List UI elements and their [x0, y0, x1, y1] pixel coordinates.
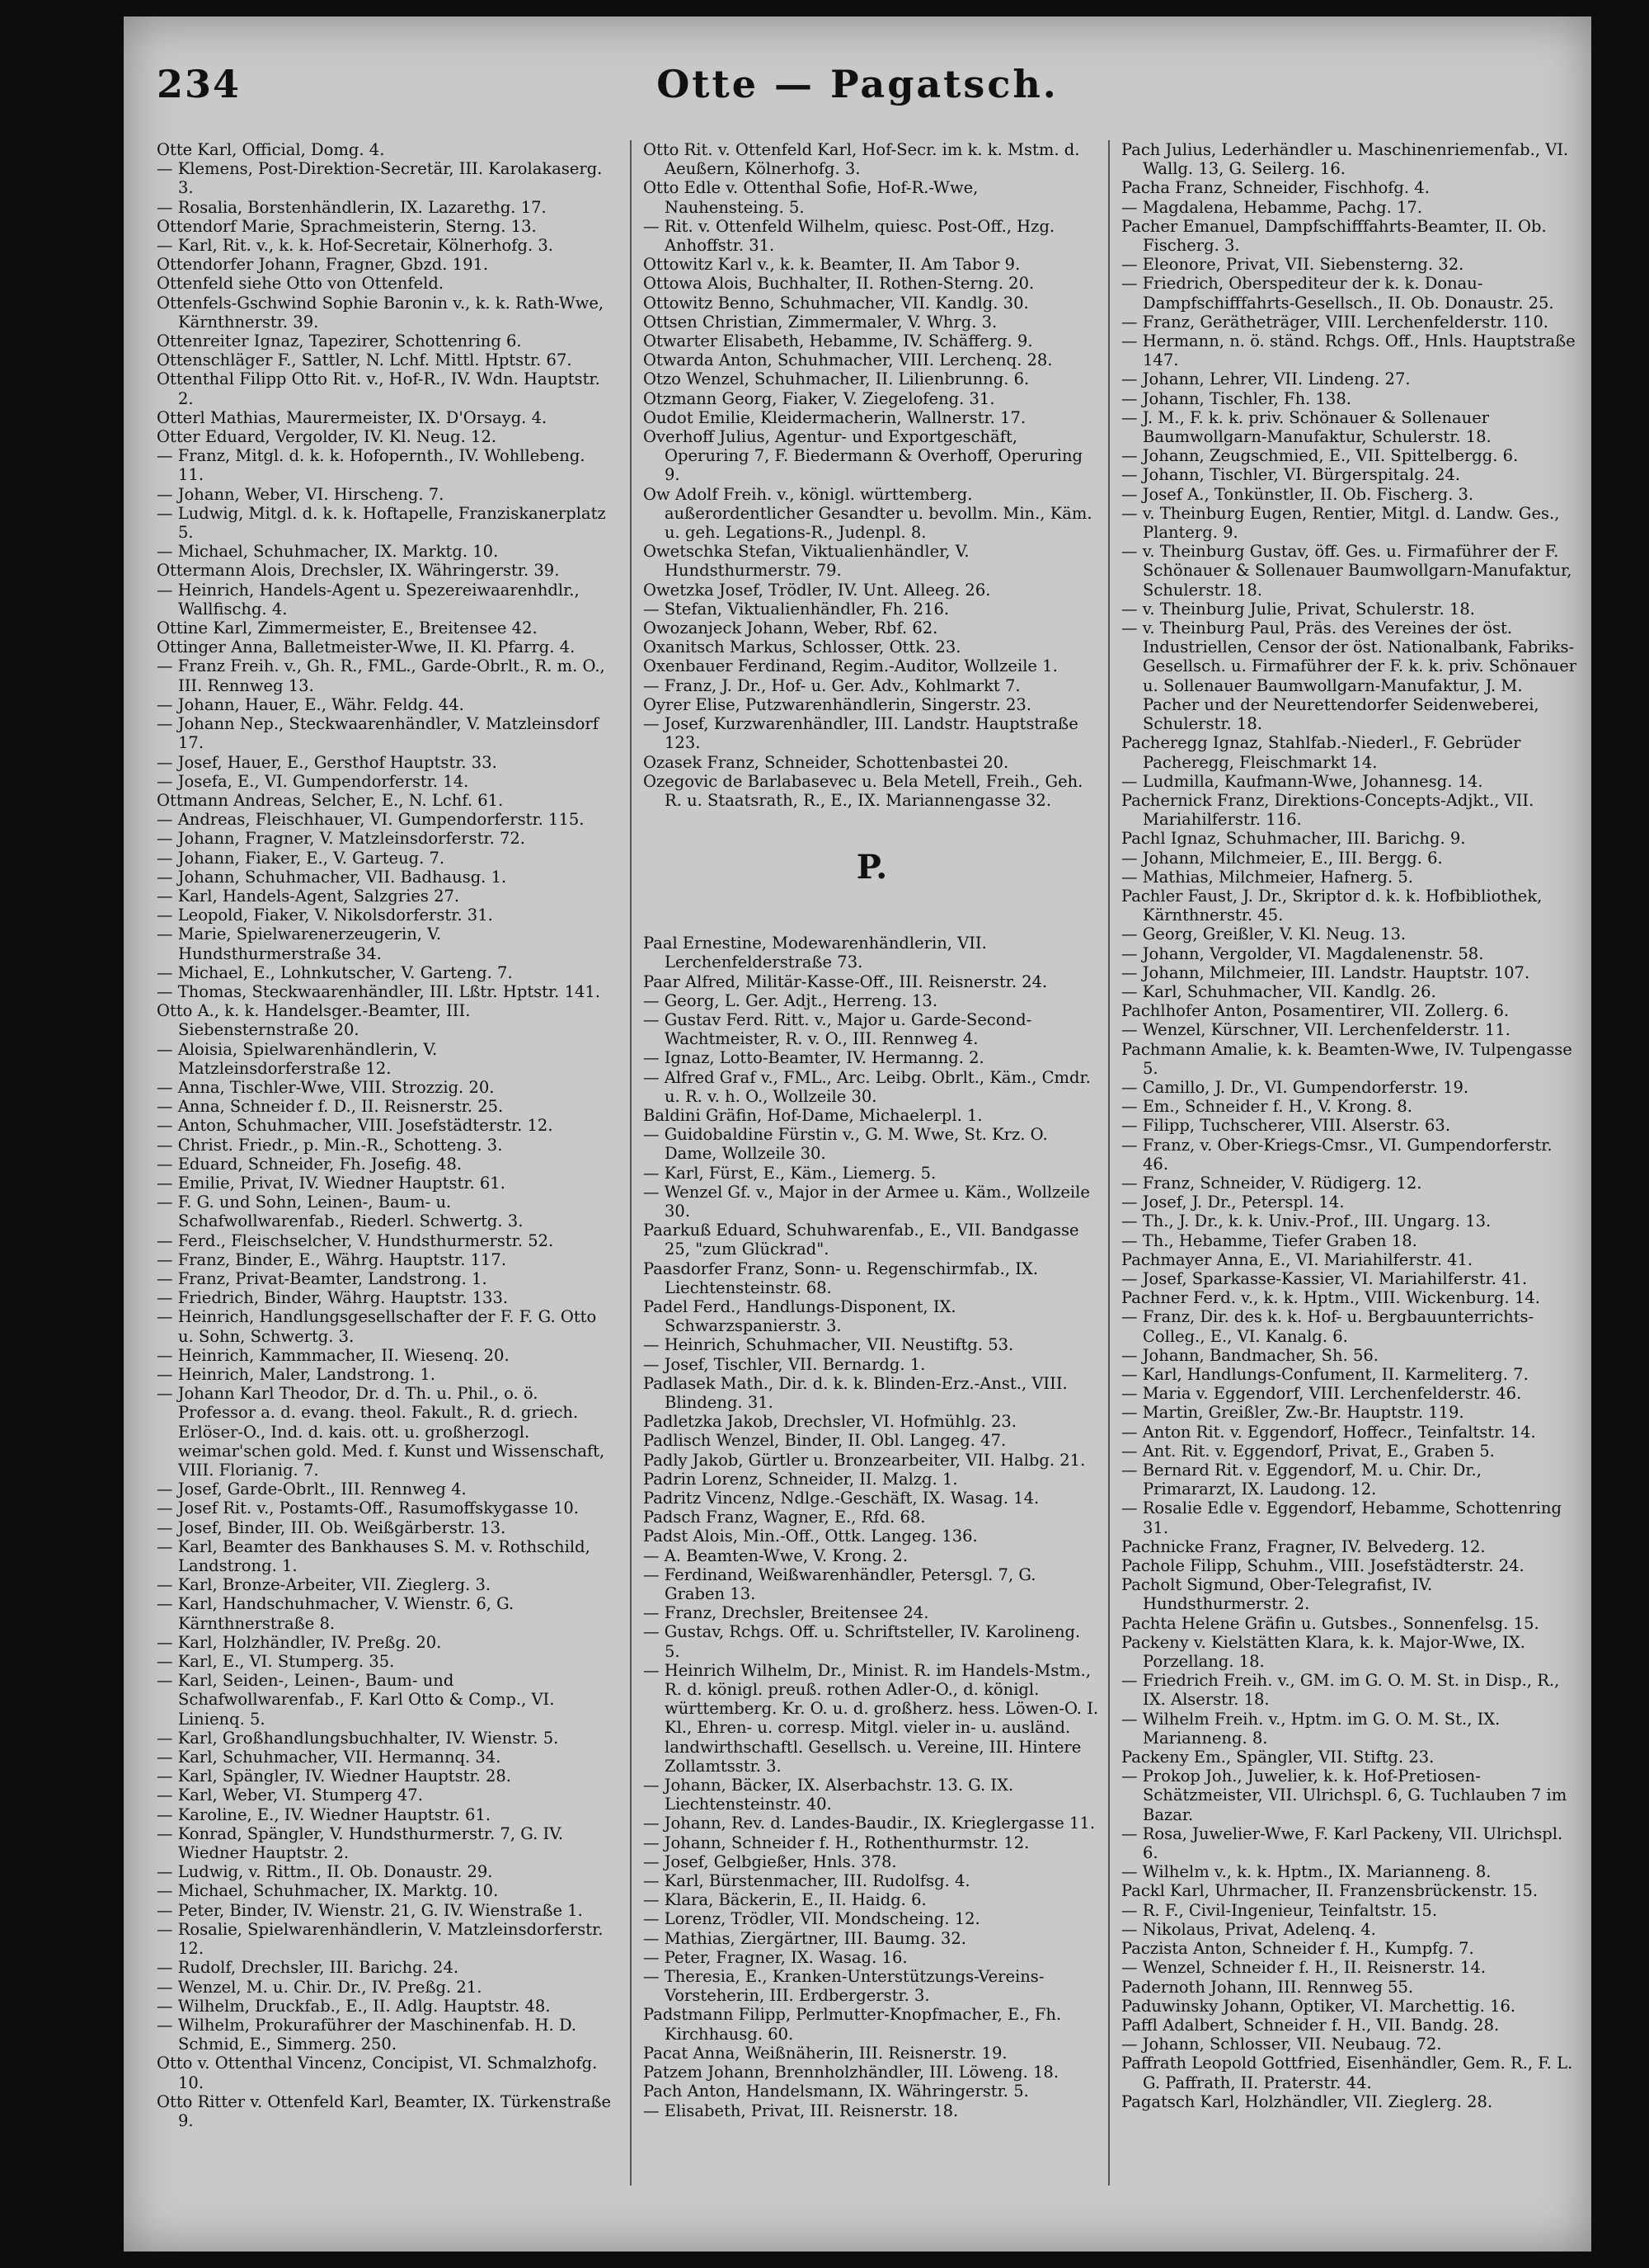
directory-entry: Baldini Gräfin, Hof-Dame, Michaelerpl. 1.	[643, 1105, 983, 1125]
directory-entry: — Johann Nep., Steckwaarenhändler, V. Matzleinsdorf 17.	[157, 714, 599, 753]
directory-entry: — Johann, Fiaker, E., V. Garteug. 7.	[157, 848, 445, 868]
directory-entry: — Friedrich, Binder, Währg. Hauptstr. 133.	[157, 1288, 509, 1308]
directory-entry: Owetschka Stefan, Viktualienhändler, V. Hundsthurmerstr. 79.	[643, 542, 970, 581]
directory-entry: Otto Edle v. Ottenthal Sofie, Hof-R.-Wwe, Nauhensteing. 5.	[643, 178, 979, 217]
directory-entry: — F. G. und Sohn, Leinen-, Baum- u. Schafwollwarenfab., Riederl. Schwertg. 3.	[157, 1193, 524, 1231]
directory-entry: — Johann, Tischler, VI. Bürgerspitalg. 24.	[1121, 465, 1461, 485]
directory-entry: — Karl, Fürst, E., Käm., Liemerg. 5.	[643, 1163, 937, 1183]
directory-entry: Packeny Em., Spängler, VII. Stiftg. 23.	[1121, 1748, 1435, 1767]
directory-column-2	[643, 140, 1101, 2202]
directory-entry: — Karl, Handlungs-Confument, II. Karmeliterg. 7.	[1121, 1365, 1529, 1384]
directory-entry: — Karl, Schuhmacher, VII. Hermannq. 34.	[157, 1748, 501, 1767]
directory-entry: — Martin, Greißler, Zw.-Br. Hauptstr. 119.	[1121, 1403, 1464, 1423]
directory-entry: — Peter, Binder, IV. Wienstr. 21, G. IV. Wienstraße 1.	[157, 1900, 583, 1920]
directory-entry: — Karl, Rit. v., k. k. Hof-Secretair, Kölnerhofg. 3.	[157, 236, 553, 256]
directory-entry: — Konrad, Spängler, V. Hundsthurmerstr. 7, G. IV. Wiedner Hauptstr. 2.	[157, 1823, 564, 1863]
directory-entry: Pachmann Amalie, k. k. Beamten-Wwe, IV. Tulpengasse 5.	[1121, 1039, 1572, 1078]
directory-entry: — Friedrich Freih. v., GM. im G. O. M. St. in Disp., R., IX. Alserstr. 18.	[1121, 1671, 1560, 1710]
directory-entry: — Leopold, Fiaker, V. Nikolsdorferstr. 31.	[157, 906, 493, 925]
directory-entry: Ottinger Anna, Balletmeister-Wwe, II. Kl. Pfarrg. 4.	[157, 638, 576, 657]
directory-entry: — Wilhelm, Druckfab., E., II. Adlg. Hauptstr. 48.	[157, 1996, 551, 2016]
directory-entry: — Aloisia, Spielwarenhändlerin, V. Matzleinsdorferstraße 12.	[157, 1039, 438, 1078]
directory-entry: — Heinrich, Handels-Agent u. Spezereiwaarenhdlr., Wallfischg. 4.	[157, 580, 580, 619]
section-letter: P.	[856, 848, 888, 887]
directory-entry: — Elisabeth, Privat, III. Reisnerstr. 18.	[643, 2101, 959, 2120]
directory-entry: Otzo Wenzel, Schuhmacher, II. Lilienbrunng. 6.	[643, 369, 1030, 389]
directory-entry: — Karl, Bronze-Arbeiter, VII. Zieglerg. 3.	[157, 1575, 491, 1595]
directory-entry: — Rudolf, Drechsler, III. Barichg. 24.	[157, 1958, 459, 1978]
directory-entry: Ow Adolf Freih. v., königl. württemberg. außerordentlicher Gesandter u. bevollm. Min., Käm. u. geh. Legations-R., Judenpl. 8.	[643, 484, 1092, 543]
directory-entry: — Ludwig, Mitgl. d. k. k. Hoftapelle, Franziskanerplatz 5.	[157, 503, 606, 543]
directory-entry: Ottenreiter Ignaz, Tapezirer, Schottenring 6.	[157, 332, 522, 351]
directory-entry: — Ferdinand, Weißwarenhändler, Petersgl. 7, G. Graben 13.	[643, 1565, 1036, 1604]
directory-entry: Padritz Vincenz, Ndlge.-Geschäft, IX. Wasag. 14.	[643, 1489, 1040, 1508]
directory-entry: — Camillo, J. Dr., VI. Gumpendorferstr. 19.	[1121, 1077, 1469, 1097]
directory-entry: — Bernard Rit. v. Eggendorf, M. u. Chir. Dr., Primararzt, IX. Laudong. 12.	[1121, 1461, 1482, 1499]
directory-entry: — Michael, Schuhmacher, IX. Marktg. 10.	[157, 1881, 499, 1901]
directory-entry: — Wilhelm Freih. v., Hptm. im G. O. M. St., IX. Marianneng. 8.	[1121, 1709, 1501, 1748]
directory-entry: — Peter, Fragner, IX. Wasag. 16.	[643, 1947, 908, 1967]
directory-entry: Padly Jakob, Gürtler u. Bronzearbeiter, VII. Halbg. 21.	[643, 1450, 1086, 1470]
directory-entry: Ottowitz Karl v., k. k. Beamter, II. Am Tabor 9.	[643, 255, 1021, 275]
directory-entry: — Ludwig, v. Rittm., II. Ob. Donaustr. 29.	[157, 1862, 493, 1882]
directory-entry: Ottendorfer Johann, Fragner, Gbzd. 191.	[157, 255, 489, 275]
directory-entry: — Karl, Beamter des Bankhauses S. M. v. Rothschild, Landstrong. 1.	[157, 1536, 590, 1576]
directory-entry: — Maria v. Eggendorf, VIII. Lerchenfelderstr. 46.	[1121, 1384, 1522, 1404]
directory-entry: — Josefa, E., VI. Gumpendorferstr. 14.	[157, 771, 469, 791]
directory-entry: — Josef, J. Dr., Peterspl. 14.	[1121, 1193, 1345, 1212]
directory-entry: Pacholt Sigmund, Ober-Telegrafist, IV. Hundsthurmerstr. 2.	[1121, 1575, 1433, 1614]
directory-entry: — Karl, Handschuhmacher, V. Wienstr. 6, G. Kärnthnerstraße 8.	[157, 1594, 514, 1633]
directory-entry: — Heinrich, Schuhmacher, VII. Neustiftg. 53.	[643, 1335, 1014, 1355]
directory-entry: Pachole Filipp, Schuhm., VIII. Josefstädterstr. 24.	[1121, 1556, 1525, 1576]
directory-entry: Otter Eduard, Vergolder, IV. Kl. Neug. 12.	[157, 427, 497, 447]
directory-entry: Oyrer Elise, Putzwarenhändlerin, Singerstr. 23.	[643, 694, 1032, 714]
directory-entry: — Rit. v. Ottenfeld Wilhelm, quiesc. Post-Off., Hzg. Anhoffstr. 31.	[643, 216, 1055, 256]
directory-entry: — Anton, Schuhmacher, VIII. Josefstädterstr. 12.	[157, 1116, 553, 1136]
directory-entry: — Josef Rit. v., Postamts-Off., Rasumoffskygasse 10.	[157, 1499, 579, 1518]
directory-entry: — Karl, Seiden-, Leinen-, Baum- und Schafwollwarenfab., F. Karl Otto & Comp., VI. Linienq. 5.	[157, 1671, 555, 1729]
directory-entry: — Josef, Binder, III. Ob. Weißgärberstr. 13.	[157, 1517, 506, 1537]
directory-entry: — Franz, Binder, E., Währg. Hauptstr. 117.	[157, 1249, 507, 1269]
directory-entry: — Heinrich, Maler, Landstrong. 1.	[157, 1365, 435, 1384]
directory-entry: — Rosa, Juwelier-Wwe, F. Karl Packeny, VII. Ulrichspl. 6.	[1121, 1823, 1563, 1863]
directory-entry: Padel Ferd., Handlungs-Disponent, IX. Schwarzspanierstr. 3.	[643, 1296, 956, 1336]
directory-column-1	[157, 140, 614, 2202]
directory-entry: Paffrath Leopold Gottfried, Eisenhändler, Gem. R., F. L. G. Paffrath, II. Praterstr. 44.	[1121, 2054, 1573, 2092]
directory-entry: — Georg, L. Ger. Adjt., Herreng. 13.	[643, 990, 938, 1010]
directory-entry: — Theresia, E., Kranken-Unterstützungs-Vereins-Vorsteherin, III. Erdbergerstr. 3.	[643, 1967, 1045, 2006]
directory-entry: — Franz, Mitgl. d. k. k. Hofopernth., IV. Wohllebeng. 11.	[157, 446, 585, 485]
directory-entry: Paarkuß Eduard, Schuhwarenfab., E., VII. Bandgasse 25, "zum Glückrad".	[643, 1221, 1079, 1259]
directory-entry: Ottine Karl, Zimmermeister, E., Breitensee 42.	[157, 619, 538, 638]
directory-entry: — Karl, Weber, VI. Stumperg 47.	[157, 1786, 423, 1805]
directory-entry: — Th., J. Dr., k. k. Univ.-Prof., III. Ungarg. 13.	[1121, 1212, 1492, 1231]
directory-entry: — Josef, Kurzwarenhändler, III. Landstr. Hauptstraße 123.	[643, 714, 1078, 753]
directory-entry: — Karl, Großhandlungsbuchhalter, IV. Wienstr. 5.	[157, 1728, 559, 1748]
directory-entry: Paasdorfer Franz, Sonn- u. Regenschirmfab., IX. Liechtensteinstr. 68.	[643, 1259, 1039, 1297]
directory-entry: Ottmann Andreas, Selcher, E., N. Lchf. 61.	[157, 790, 504, 810]
directory-entry: Ottsen Christian, Zimmermaler, V. Whrg. 3.	[643, 312, 998, 332]
directory-entry: Overhoff Julius, Agentur- und Exportgeschäft, Operuring 7, F. Biedermann & Overhoff, Operuring 9.	[643, 427, 1083, 485]
directory-entry: — Franz, Drechsler, Breitensee 24.	[643, 1603, 929, 1623]
directory-entry: — Wenzel Gf. v., Major in der Armee u. Käm., Wollzeile 30.	[643, 1182, 1090, 1221]
directory-entry: — Josef, Gelbgießer, Hnls. 378.	[643, 1852, 897, 1871]
directory-entry: — Karl, Spängler, IV. Wiedner Hauptstr. 28.	[157, 1767, 511, 1786]
directory-entry: Pacat Anna, Weißnäherin, III. Reisnerstr. 19.	[643, 2043, 1008, 2063]
directory-entry: Padlasek Math., Dir. d. k. k. Blinden-Erz.-Anst., VIII. Blindeng. 31.	[643, 1373, 1068, 1412]
directory-entry: Otterl Mathias, Maurermeister, IX. D'Orsayg. 4.	[157, 407, 547, 427]
directory-entry: Otzmann Georg, Fiaker, V. Ziegelofeng. 31.	[643, 388, 995, 408]
directory-entry: — Wilhelm v., k. k. Hptm., IX. Marianneng. 8.	[1121, 1862, 1492, 1882]
directory-entry: — Filipp, Tuchscherer, VIII. Alserstr. 63.	[1121, 1116, 1451, 1136]
directory-entry: — Johann, Milchmeier, E., III. Bergg. 6.	[1121, 848, 1443, 868]
directory-entry: Paduwinsky Johann, Optiker, VI. Marchettig. 16.	[1121, 1996, 1516, 2016]
directory-entry: Ozasek Franz, Schneider, Schottenbastei 20.	[643, 752, 1009, 772]
directory-entry: — Gustav Ferd. Ritt. v., Major u. Garde-Second-Wachtmeister, R. v. O., III. Rennweg 4.	[643, 1009, 1032, 1049]
directory-entry: — Karl, Bürstenmacher, III. Rudolfsg. 4.	[643, 1871, 970, 1891]
directory-entry: Packeny v. Kielstätten Klara, k. k. Major-Wwe, IX. Porzellang. 18.	[1121, 1632, 1525, 1672]
directory-entry: — Franz, Gerätheträger, VIII. Lerchenfelderstr. 110.	[1121, 312, 1548, 332]
directory-entry: — Josef, Sparkasse-Kassier, VI. Mariahilferstr. 41.	[1121, 1268, 1528, 1288]
directory-entry: Otwarter Elisabeth, Hebamme, IV. Schäfferg. 9.	[643, 332, 1033, 351]
directory-entry: — Karl, Holzhändler, IV. Preßg. 20.	[157, 1632, 442, 1652]
directory-entry: — Friedrich, Oberspediteur der k. k. Donau-Dampfschifffahrts-Gesellsch., II. Ob. Donaustr. 25.	[1121, 274, 1554, 313]
directory-entry: — Franz, J. Dr., Hof- u. Ger. Adv., Kohlmarkt 7.	[643, 675, 1021, 695]
directory-entry: — Rosalie Edle v. Eggendorf, Hebamme, Schottenring 31.	[1121, 1499, 1562, 1537]
directory-entry: Ottermann Alois, Drechsler, IX. Währingerstr. 39.	[157, 561, 560, 581]
directory-entry: — Karl, Handels-Agent, Salzgries 27.	[157, 886, 460, 906]
directory-entry: — Em., Schneider f. H., V. Krong. 8.	[1121, 1097, 1412, 1117]
directory-entry: Oxanitsch Markus, Schlosser, Ottk. 23.	[643, 638, 961, 657]
directory-entry: Ottowitz Benno, Schuhmacher, VII. Kandlg. 30.	[643, 293, 1029, 313]
directory-entry: — Wenzel, Schneider f. H., II. Reisnerstr. 14.	[1121, 1958, 1487, 1978]
directory-entry: — Th., Hebamme, Tiefer Graben 18.	[1121, 1230, 1417, 1250]
directory-entry: — Rosalie, Spielwarenhändlerin, V. Matzleinsdorferstr. 12.	[157, 1919, 604, 1959]
directory-entry: — Ignaz, Lotto-Beamter, IV. Hermanng. 2.	[643, 1048, 984, 1068]
directory-entry: Pagatsch Karl, Holzhändler, VII. Zieglerg. 28.	[1121, 2092, 1493, 2111]
directory-entry: — Eleonore, Privat, VII. Siebensterng. 32.	[1121, 255, 1464, 275]
directory-entry: — Ludmilla, Kaufmann-Wwe, Johannesg. 14.	[1121, 771, 1483, 791]
directory-entry: Paffl Adalbert, Schneider f. H., VII. Bandg. 28.	[1121, 2015, 1500, 2035]
directory-entry: Ottenschläger F., Sattler, N. Lchf. Mittl. Hptstr. 67.	[157, 351, 572, 370]
directory-entry: — Johann, Schuhmacher, VII. Badhausg. 1.	[157, 867, 507, 887]
directory-entry: Pachl Ignaz, Schuhmacher, III. Barichg. 9.	[1121, 829, 1466, 849]
directory-entry: — Rosalia, Borstenhändlerin, IX. Lazarethg. 17.	[157, 197, 547, 217]
directory-entry: Padernoth Johann, III. Rennweg 55.	[1121, 1977, 1414, 1997]
directory-entry: Padrin Lorenz, Schneider, II. Malzg. 1.	[643, 1469, 958, 1489]
directory-entry: Padst Alois, Min.-Off., Ottk. Langeg. 136.	[643, 1527, 978, 1546]
directory-entry: Oudot Emilie, Kleidermacherin, Wallnerstr. 17.	[643, 407, 1027, 427]
directory-entry: Otto v. Ottenthal Vincenz, Concipist, VI. Schmalzhofg. 10.	[157, 2054, 598, 2092]
directory-entry: — Johann, Schneider f. H., Rothenthurmstr. 12.	[643, 1833, 1030, 1852]
directory-entry: Pachmayer Anna, E., VI. Mariahilferstr. 41.	[1121, 1249, 1473, 1269]
directory-entry: — Johann, Lehrer, VII. Lindeng. 27.	[1121, 369, 1411, 389]
directory-entry: — Karl, E., VI. Stumperg. 35.	[157, 1652, 395, 1672]
directory-entry: Pachta Helene Gräfin u. Gutsbes., Sonnenfelsg. 15.	[1121, 1613, 1539, 1633]
directory-entry: Padsch Franz, Wagner, E., Rfd. 68.	[643, 1508, 926, 1527]
directory-entry: Padlisch Wenzel, Binder, II. Obl. Langeg. 47.	[643, 1431, 1007, 1451]
directory-entry: — Karoline, E., IV. Wiedner Hauptstr. 61.	[157, 1805, 491, 1824]
directory-entry: — Franz, v. Ober-Kriegs-Cmsr., VI. Gumpendorferstr. 46.	[1121, 1135, 1553, 1174]
directory-entry: Pacheregg Ignaz, Stahlfab.-Niederl., F. Gebrüder Pacheregg, Fleischmarkt 14.	[1121, 733, 1521, 772]
directory-entry: — Johann, Schlosser, VII. Neubaug. 72.	[1121, 2035, 1442, 2054]
directory-entry: — Andreas, Fleischhauer, VI. Gumpendorferstr. 115.	[157, 810, 585, 830]
directory-entry: Otto Ritter v. Ottenfeld Karl, Beamter, IX. Türkenstraße 9.	[157, 2092, 612, 2130]
directory-entry: — Wenzel, Kürschner, VII. Lerchenfelderstr. 11.	[1121, 1020, 1510, 1040]
directory-entry: — Prokop Joh., Juwelier, k. k. Hof-Pretiosen-Schätzmeister, VII. Ulrichspl. 6, G. Tuchlauben 7 im Bazar.	[1121, 1767, 1567, 1824]
directory-entry: — Eduard, Schneider, Fh. Josefig. 48.	[157, 1154, 463, 1174]
directory-entry: — Christ. Friedr., p. Min.-R., Schotteng. 3.	[157, 1135, 503, 1155]
directory-entry: — Georg, Greißler, V. Kl. Neug. 13.	[1121, 925, 1407, 944]
directory-entry: — Klemens, Post-Direktion-Secretär, III. Karolakaserg. 3.	[157, 159, 603, 198]
directory-entry: — Ferd., Fleischselcher, V. Hundsthurmerstr. 52.	[157, 1230, 554, 1250]
directory-entry: Padstmann Filipp, Perlmutter-Knopfmacher, E., Fh. Kirchhausg. 60.	[643, 2005, 1062, 2044]
directory-entry: — Josef A., Tonkünstler, II. Ob. Fischerg. 3.	[1121, 484, 1474, 504]
directory-entry: Ozegovic de Barlabasevec u. Bela Metell, Freih., Geh. R. u. Staatsrath, R., E., IX. Mariannengasse 32.	[643, 771, 1083, 810]
directory-entry: — v. Theinburg Julie, Privat, Schulerstr. 18.	[1121, 599, 1476, 619]
directory-entry: — Josef, Garde-Obrlt., III. Rennweg 4.	[157, 1480, 467, 1499]
directory-entry: Ottenfeld siehe Otto von Ottenfeld.	[157, 274, 444, 294]
directory-entry: — Johann, Bäcker, IX. Alserbachstr. 13. G. IX. Liechtensteinstr. 40.	[643, 1776, 1014, 1814]
directory-entry: Otto Rit. v. Ottenfeld Karl, Hof-Secr. im k. k. Mstm. d. Aeußern, Kölnerhofg. 3.	[643, 140, 1080, 179]
directory-entry: — Karl, Schuhmacher, VII. Kandlg. 26.	[1121, 981, 1436, 1001]
directory-entry: — R. F., Civil-Ingenieur, Teinfaltstr. 15.	[1121, 1900, 1438, 1920]
directory-entry: — Josef, Hauer, E., Gersthof Hauptstr. 33.	[157, 752, 497, 772]
directory-entry: Ottenthal Filipp Otto Rit. v., Hof-R., IV. Wdn. Hauptstr. 2.	[157, 369, 600, 408]
directory-entry: Paar Alfred, Militär-Kasse-Off., III. Reisnerstr. 24.	[643, 972, 1048, 991]
directory-entry: — Johann, Tischler, Fh. 138.	[1121, 388, 1351, 408]
directory-entry: — Magdalena, Hebamme, Pachg. 17.	[1121, 197, 1423, 217]
directory-entry: — Hermann, n. ö. ständ. Rchgs. Off., Hnls. Hauptstraße 147.	[1121, 332, 1576, 370]
directory-entry: — Heinrich, Kammmacher, II. Wiesenq. 20.	[157, 1345, 510, 1365]
directory-entry: Otwarda Anton, Schuhmacher, VIII. Lerchenq. 28.	[643, 351, 1053, 370]
directory-entry: — Nikolaus, Privat, Adelenq. 4.	[1121, 1919, 1376, 1939]
directory-entry: — Mathias, Ziergärtner, III. Baumg. 32.	[643, 1928, 966, 1948]
directory-entry: — Johann Karl Theodor, Dr. d. Th. u. Phil., o. ö. Professor a. d. evang. theol. Fakult., R. d. griech. Erlöser-O., Ind. d. kais. ott. u. großherzogl. weimar'schen gold. Med. f. Kunst und Wissenschaft, VIII. Florianig. 7.	[157, 1384, 605, 1480]
directory-entry: — Anna, Tischler-Wwe, VIII. Strozzig. 20.	[157, 1077, 495, 1097]
directory-entry: — Stefan, Viktualienhändler, Fh. 216.	[643, 599, 950, 619]
directory-entry: — Franz Freih. v., Gh. R., FML., Garde-Obrlt., R. m. O., III. Rennweg 13.	[157, 656, 605, 695]
directory-entry: Pachler Faust, J. Dr., Skriptor d. k. k. Hofbibliothek, Kärnthnerstr. 45.	[1121, 886, 1543, 925]
directory-entry: — A. Beamten-Wwe, V. Krong. 2.	[643, 1546, 909, 1565]
directory-entry: Oxenbauer Ferdinand, Regim.-Auditor, Wollzeile 1.	[643, 656, 1058, 676]
directory-entry: — Wilhelm, Prokuraführer der Maschinenfab. H. D. Schmid, E., Simmerg. 250.	[157, 2015, 577, 2054]
directory-entry: — Marie, Spielwarenerzeugerin, V. Hundsthurmerstraße 34.	[157, 925, 442, 963]
directory-column-3	[1121, 140, 1579, 2202]
directory-entry: Otte Karl, Official, Domg. 4.	[157, 140, 385, 159]
directory-entry: Paal Ernestine, Modewarenhändlerin, VII. Lerchenfelderstraße 73.	[643, 934, 987, 972]
directory-entry: — Heinrich Wilhelm, Dr., Minist. R. im Handels-Mstm., R. d. königl. preuß. rothen Adler-O., d. königl. württemberg. Kr. O. u. d. großherz. hess. Löwen-O. I. Kl., Ehren- u. corresp. Mitgl. vieler in- u. ausländ. landwirthschaftl. Gesellsch. u. Vereine, III. Hintere Zollamtsstr. 3.	[643, 1660, 1099, 1776]
directory-entry: — Johann, Fragner, V. Matzleinsdorferstr. 72.	[157, 829, 525, 849]
directory-entry: — Emilie, Privat, IV. Wiedner Hauptstr. 61.	[157, 1173, 505, 1193]
directory-entry: — Franz, Privat-Beamter, Landstrong. 1.	[157, 1268, 487, 1288]
column-divider	[630, 140, 632, 2186]
directory-entry: Ottenfels-Gschwind Sophie Baronin v., k. k. Rath-Wwe, Kärnthnerstr. 39.	[157, 293, 604, 332]
directory-entry: — v. Theinburg Gustav, öff. Ges. u. Firmaführer der F. Schönauer & Sollenauer Baumwollgarn-Manufaktur, Schulerstr. 18.	[1121, 542, 1572, 600]
directory-entry: — Johann, Hauer, E., Währ. Feldg. 44.	[157, 694, 464, 714]
directory-entry: — Thomas, Steckwaarenhändler, III. Lßtr. Hptstr. 141.	[157, 981, 600, 1001]
directory-entry: — Ant. Rit. v. Eggendorf, Privat, E., Graben 5.	[1121, 1441, 1495, 1461]
running-title: Otte — Pagatsch.	[656, 62, 1059, 106]
directory-entry: — Johann, Rev. d. Landes-Baudir., IX. Krieglergasse 11.	[643, 1814, 1096, 1833]
directory-entry: — Anna, Schneider f. D., II. Reisnerstr. 25.	[157, 1097, 504, 1117]
directory-entry: Pachlhofer Anton, Posamentirer, VII. Zollerg. 6.	[1121, 1001, 1510, 1021]
directory-page	[124, 16, 1591, 2252]
directory-entry: Pachernick Franz, Direktions-Concepts-Adjkt., VII. Mariahilferstr. 116.	[1121, 790, 1534, 830]
page-header	[157, 62, 1558, 120]
directory-entry: — Michael, E., Lohnkutscher, V. Garteng. 7.	[157, 962, 513, 982]
directory-entry: — Johann, Zeugschmied, E., VII. Spittelbergg. 6.	[1121, 446, 1519, 466]
directory-entry: — v. Theinburg Eugen, Rentier, Mitgl. d. Landw. Ges., Planterg. 9.	[1121, 503, 1560, 543]
directory-entry: — Johann, Bandmacher, Sh. 56.	[1121, 1345, 1379, 1365]
directory-entry: — Johann, Weber, VI. Hirscheng. 7.	[157, 484, 444, 504]
directory-entry: Pach Julius, Lederhändler u. Maschinenriemenfab., VI. Wallg. 13, G. Seilerg. 16.	[1121, 140, 1569, 179]
directory-entry: — Johann, Vergolder, VI. Magdalenenstr. 58.	[1121, 943, 1484, 963]
directory-entry: Pachner Ferd. v., k. k. Hptm., VIII. Wickenburg. 14.	[1121, 1288, 1540, 1308]
directory-entry: — v. Theinburg Paul, Präs. des Vereines der öst. Industriellen, Censor der öst. Nationalbank, Fabriks-Gesellsch. u. Firmaführer der F. k. k. priv. Schönauer u. Sollenauer Baumwollgarn-Manufaktur, J. M. Pacher und der Neurettendorfer Seidenweberei, Schulerstr. 18.	[1121, 619, 1577, 734]
directory-entry: — Michael, Schuhmacher, IX. Marktg. 10.	[157, 542, 499, 562]
directory-entry: — J. M., F. k. k. priv. Schönauer & Sollenauer Baumwollgarn-Manufaktur, Schulerstr. 18.	[1121, 407, 1492, 447]
directory-entry: Ottendorf Marie, Sprachmeisterin, Sterng. 13.	[157, 216, 537, 236]
directory-entry: Pach Anton, Handelsmann, IX. Währingerstr. 5.	[643, 2082, 1029, 2101]
directory-entry: Patzem Johann, Brennholzhändler, III. Löweng. 18.	[643, 2063, 1059, 2082]
directory-entry: Packl Karl, Uhrmacher, II. Franzensbrückenstr. 15.	[1121, 1881, 1539, 1901]
directory-entry: Ottowa Alois, Buchhalter, II. Rothen-Sterng. 20.	[643, 274, 1035, 294]
directory-entry: — Gustav, Rchgs. Off. u. Schriftsteller, IV. Karolineng. 5.	[643, 1622, 1081, 1661]
directory-entry: Otto A., k. k. Handelsger.-Beamter, III. Siebensternstraße 20.	[157, 1001, 471, 1040]
directory-entry: — Franz, Dir. des k. k. Hof- u. Bergbauunterrichts-Colleg., E., VI. Kanalg. 6.	[1121, 1307, 1534, 1346]
column-divider	[1108, 140, 1110, 2186]
directory-entry: — Heinrich, Handlungsgesellschafter der F. F. G. Otto u. Sohn, Schwertg. 3.	[157, 1307, 597, 1346]
directory-entry: — Klara, Bäckerin, E., II. Haidg. 6.	[643, 1890, 927, 1910]
directory-entry: Pacha Franz, Schneider, Fischhofg. 4.	[1121, 178, 1430, 198]
directory-entry: — Alfred Graf v., FML., Arc. Leibg. Obrlt., Käm., Cmdr. u. R. v. h. O., Wollzeile 30.	[643, 1067, 1091, 1106]
directory-entry: Owozanjeck Johann, Weber, Rbf. 62.	[643, 619, 938, 638]
directory-entry: — Wenzel, M. u. Chir. Dr., IV. Preßg. 21.	[157, 1977, 482, 1997]
directory-entry: Owetzka Josef, Trödler, IV. Unt. Alleeg. 26.	[643, 580, 991, 600]
directory-entry: Pachnicke Franz, Fragner, IV. Belvederg. 12.	[1121, 1536, 1486, 1556]
directory-entry: — Johann, Milchmeier, III. Landstr. Hauptstr. 107.	[1121, 962, 1530, 982]
directory-entry: — Lorenz, Trödler, VII. Mondscheing. 12.	[643, 1909, 980, 1929]
directory-entry: — Mathias, Milchmeier, Hafnerg. 5.	[1121, 867, 1414, 887]
directory-entry: Paczista Anton, Schneider f. H., Kumpfg. 7.	[1121, 1939, 1474, 1959]
directory-entry: Pacher Emanuel, Dampfschifffahrts-Beamter, II. Ob. Fischerg. 3.	[1121, 216, 1547, 256]
directory-entry: — Anton Rit. v. Eggendorf, Hoffecr., Teinfaltstr. 14.	[1121, 1422, 1536, 1442]
directory-entry: — Josef, Tischler, VII. Bernardg. 1.	[643, 1354, 926, 1374]
directory-entry: Padletzka Jakob, Drechsler, VI. Hofmühlg. 23.	[643, 1412, 1017, 1432]
directory-entry: — Franz, Schneider, V. Rüdigerg. 12.	[1121, 1173, 1422, 1193]
page-number: 234	[157, 62, 242, 106]
directory-entry: — Guidobaldine Fürstin v., G. M. Wwe, St. Krz. O. Dame, Wollzeile 30.	[643, 1125, 1048, 1164]
